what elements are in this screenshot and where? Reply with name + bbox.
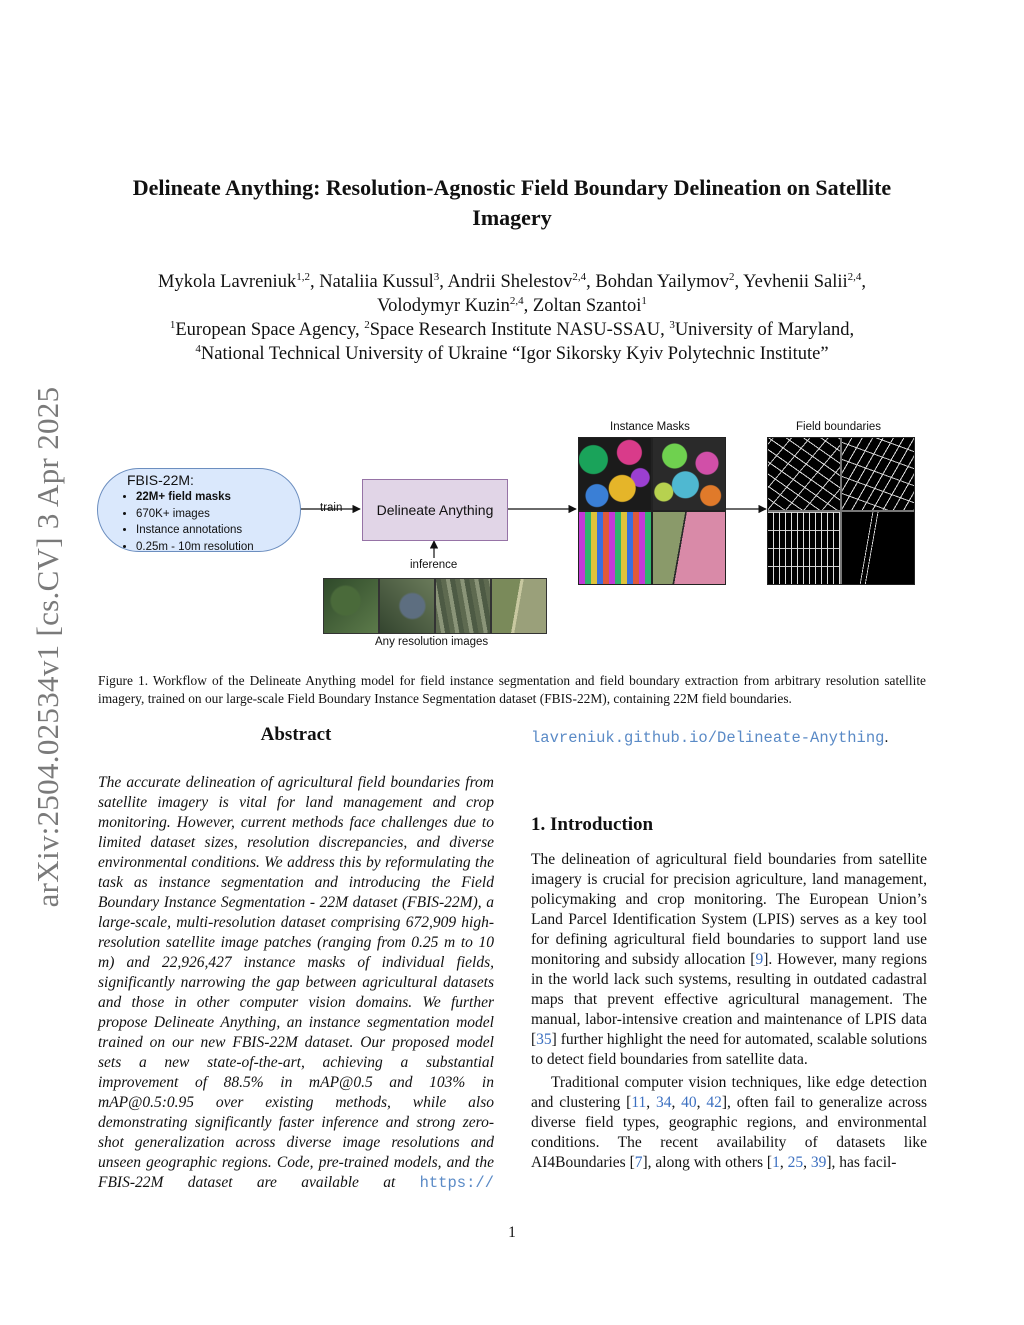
affiliation-name: National Technical University of Ukraine “Igor Sikorsky Kyiv Polytechnic Institute” (200, 344, 829, 364)
citation-link[interactable]: 11 (631, 1094, 647, 1111)
author-affiliation-marker: 3 (433, 270, 440, 283)
affiliation-number: 4 (195, 342, 201, 355)
satellite-image (380, 579, 434, 633)
citation-link[interactable]: 9 (755, 951, 764, 968)
affiliation-name: Space Research Institute NASU-SSAU (369, 320, 661, 340)
dataset-feature: • 0.25m - 10m resolution (136, 539, 254, 556)
author-name: Yevhenii Salii (743, 272, 848, 292)
author-name: Volodymyr Kuzin (377, 296, 510, 316)
author-affiliation-marker: 2,4 (847, 270, 862, 283)
dataset-box (97, 468, 301, 552)
citation-link[interactable]: 25 (787, 1154, 804, 1171)
boundary-tile (768, 438, 840, 510)
model-box: Delineate Anything (362, 479, 508, 541)
abstract-link-start[interactable]: https:// (419, 1174, 494, 1192)
affiliation-number: 2 (364, 318, 370, 331)
satellite-image (324, 579, 378, 633)
abstract-link-end[interactable]: lavreniuk.github.io/Delineate-Anything (531, 729, 885, 747)
boundary-tile (842, 438, 914, 510)
author-affiliation-marker: 1 (641, 294, 647, 307)
field-boundaries-grid (767, 437, 915, 585)
arxiv-id-text: arXiv:2504.02534v1 [cs.CV] 3 Apr 2025 (30, 386, 65, 908)
arxiv-identifier (28, 366, 68, 928)
abstract-heading: Abstract (260, 724, 332, 745)
author-affiliation-marker: 2,4 (509, 294, 524, 307)
satellite-image (492, 579, 546, 633)
author-name: Nataliia Kussul (319, 272, 434, 292)
affiliation-list: $^1$European Space Agency, $^2$Space Research Institute NASU-SSAU, $^3$University of Maryland, $^4$National Technical University of Ukraine “Igor Sikorsky Kyiv Polytechnic Institute” (169, 318, 855, 364)
author-affiliation-marker: 2,4 (572, 270, 587, 283)
affiliation-name: University of Maryland (674, 320, 850, 340)
citation-link[interactable]: 34 (655, 1094, 672, 1111)
author-name: Mykola Lavreniuk (158, 272, 297, 292)
affiliation-number: 3 (669, 318, 675, 331)
citation-link[interactable]: 42 (706, 1094, 722, 1111)
paper-title: Delineate Anything: Resolution-Agnostic Field Boundary Delineation on Satellite Imagery (132, 175, 892, 230)
author-list: Mykola Lavreniuk$^{1,2}$, Nataliia Kussul$^3$, Andrii Shelestov$^{2,4}$, Bohdan Yailymov$^2$, Yevhenii Salii$^{2,4}$, Volodymyr Kuzin$^{2,4}$, Zoltan Szantoi$^1$ (158, 270, 866, 316)
dataset-feature: • Instance annotations (136, 522, 254, 539)
intro-paragraph: Traditional computer vision techniques, like edge detection and clustering [11, 34, 40, 42], often fail to generalize across diverse field types, geographic regions, and environmental conditions. The recent availability of datasets like AI4Boundaries [7], along with others [1, 25, 39], has facil- (531, 1074, 928, 1171)
intro-paragraph: The delineation of agricultural field boundaries from satellite imagery is crucial for precision agriculture, land management, policymaking and crop monitoring. The European Union’s Land Parcel Identification System (LPIS) serves as a key tool for defining agricultural field boundaries to support land use monitoring and subsidy allocation [9]. However, many regions in the world lack such systems, resulting in outdated cadastral maps that prevent effective agricultural management. The manual, labor-intensive creation and maintenance of LPIS data [35] further highlight the need for automated, scalable solutions to detect field boundaries from satellite data. (531, 851, 927, 1068)
dataset-feature: • 22M+ field masks (136, 489, 254, 506)
introduction-heading: 1. Introduction (531, 814, 654, 835)
boundary-tile (768, 512, 840, 584)
abstract-link-continuation[interactable]: lavreniuk.github.io/Delineate-Anything. (531, 729, 889, 747)
dataset-title: FBIS-22M: (127, 472, 194, 488)
instance-masks-grid (578, 437, 726, 585)
figure-workflow (96, 418, 936, 658)
satellite-image (436, 579, 490, 633)
author-name: Zoltan Szantoi (532, 296, 642, 316)
dataset-feature-list (122, 489, 254, 555)
field-boundaries-label: Field boundaries (796, 421, 882, 433)
author-name: Andrii Shelestov (447, 272, 573, 292)
introduction-body (531, 850, 927, 1173)
author-affiliation-marker: 2 (729, 270, 735, 283)
author-affiliation-marker: 1,2 (296, 270, 310, 283)
page-number: 1 (508, 1224, 516, 1241)
citation-link[interactable]: 7 (634, 1154, 643, 1171)
boundary-tile (842, 512, 914, 584)
citation-link[interactable]: 1 (772, 1154, 780, 1171)
mask-tile (579, 438, 651, 510)
any-resolution-images-label: Any resolution images (375, 636, 489, 648)
figure-caption: Figure 1. Workflow of the Delineate Anything model for field instance segmentation and field boundary extraction from arbitrary resolution satellite imagery, trained on our large-scale Field Boundary Instance Segmentation dataset (FBIS-22M), containing 22M field boundaries. (98, 673, 926, 706)
dataset-feature: • 670K+ images (136, 506, 254, 523)
input-images-strip (323, 578, 547, 634)
mask-tile (653, 438, 725, 510)
affiliation-number: 1 (169, 318, 176, 331)
citation-link[interactable]: 35 (536, 1031, 552, 1048)
mask-tile (579, 512, 651, 584)
affiliation-name: European Space Agency (175, 320, 355, 340)
instance-masks-label: Instance Masks (610, 421, 690, 433)
abstract-text: The accurate delineation of agricultural field boundaries from satellite imagery is vital for land management and crop monitoring. However, current methods face challenges due to limited dataset sizes, resolution discrepancies, and diverse environmental conditions. We address this by reformulating the task as instance segmentation and introducing the Field Boundary Instance Segmentation - 22M dataset (FBIS-22M), a large-scale, multi-resolution dataset comprising 672,909 high-resolution satellite image patches (ranging from 0.25 m to 10 m) and 22,926,427 instance masks of individual fields, significantly narrowing the gap between agricultural datasets and those in other computer vision domains. We further propose Delineate Anything, an instance segmentation model trained on our new FBIS-22M dataset. Our proposed model sets a new state-of-the-art, achieving a substantial improvement of 88.5% in mAP@0.5 and 103% in mAP@0.5:0.95 over existing methods, while also demonstrating significantly faster inference and strong zero-shot generalization across diverse image resolutions and unseen geographic regions. Code, pre-trained models, and the FBIS-22M dataset are available at (98, 774, 494, 1191)
mask-tile (653, 512, 725, 584)
citation-link[interactable]: 40 (681, 1094, 697, 1111)
train-label: train (320, 502, 343, 514)
author-name: Bohdan Yailymov (595, 272, 730, 292)
abstract-body (98, 773, 494, 1193)
inference-label: inference (410, 559, 458, 571)
citation-link[interactable]: 39 (810, 1154, 827, 1171)
